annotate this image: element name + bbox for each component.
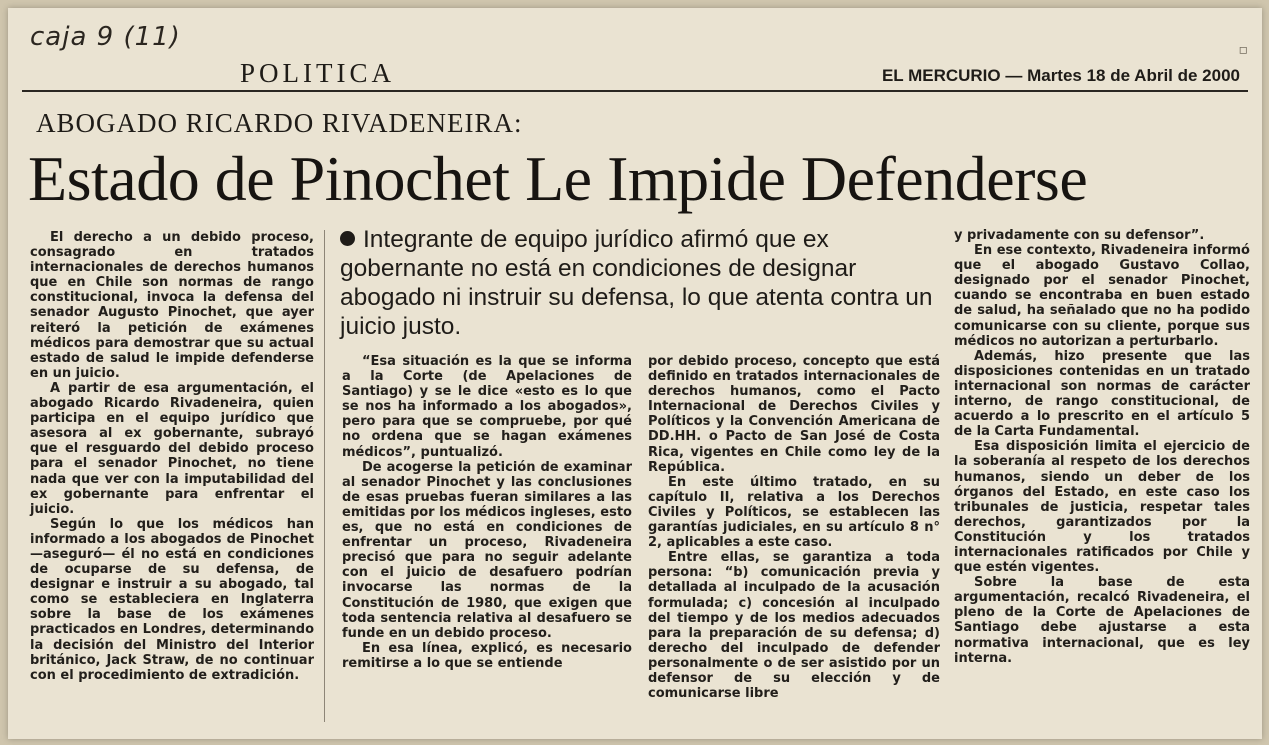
paragraph: De acogerse la petición de examinar al senador Pinochet y las conclusiones de esas pruebas fueran similares a las emitidas por los médicos ingleses, esto es, que no está en condiciones de enfrentar un proceso, Rivadeneira precisó que para no seguir adelante con el juicio de desafuero podrían invocarse las normas de la Constitución de 1980, que exigen que toda sentencia relativa al desafuero se funde en un debido proceso. (342, 459, 632, 641)
paragraph: Según lo que los médicos han informado a los abogados de Pinochet —aseguró— él no está en condiciones de ocuparse de su defensa, de designar e instruir a su abogado, tal como se estableciera en Inglaterra sobre la base de los exámenes practicados en Londres, determinando la decisión del Ministro del Interior británico, Jack Straw, de no continuar con el procedimiento de extradición. (30, 516, 314, 683)
handwritten-note: caja 9 (11) (30, 22, 181, 52)
paragraph: “Esa situación es la que se informa a la Corte (de Apelaciones de Santiago) y se le dice «esto es lo que se nos ha informado a los abogados», pero para que se compruebe, por qué no ordena que se hagan exámenes médicos”, puntualizó. (342, 354, 632, 460)
article-kicker: ABOGADO RICARDO RIVADENEIRA: (36, 108, 523, 138)
section-title: POLITICA (240, 58, 395, 88)
paragraph: y privadamente con su defensor”. (954, 228, 1205, 243)
article-column-1 (30, 230, 314, 683)
article-headline: Estado de Pinochet Le Impide Defenderse (28, 143, 1088, 214)
paragraph: El derecho a un debido proceso, consagrado en tratados internacionales de derechos humanos que en Chile son normas de rango constitucional, invoca la defensa del senador Augusto Pinochet, que ayer reiteró la petición de exámenes médicos para demostrar que su actual estado de salud le impide defenderse en un juicio. (30, 230, 314, 381)
header-rule (22, 90, 1248, 92)
paragraph: En ese contexto, Rivadeneira informó que el abogado Gustavo Collao, designado por el senador Pinochet, cuando se encontraba en buen estado de salud, ha señalado que no ha podido comunicarse con su cliente, porque sus médicos no autorizan a perturbarlo. (954, 243, 1250, 349)
paragraph: A partir de esa argumentación, el abogado Ricardo Rivadeneira, quien participa en el equipo jurídico que asesora al ex gobernante, subrayó que el resguardo del debido proceso para el senador Pinochet, no tiene nada que ver con la imputabilidad del ex gobernante para enfrentar el juicio. (30, 380, 314, 517)
paragraph: En este último tratado, en su capítulo II, relativa a los Derechos Civiles y Políticos, se establecen las garantías judiciales, en su artículo 8 n° 2, aplicables a este caso. (648, 474, 940, 551)
article-column-3 (648, 354, 940, 701)
bullet-icon (340, 231, 355, 246)
article-deck (340, 225, 940, 341)
paragraph: Entre ellas, se garantiza a toda persona: “b) comunicación previa y detallada al inculpado de la acusación formulada; c) concesión al inculpado del tiempo y de los medios adecuados para la preparación de su defensa; d) derecho del inculpado de defender personalmente o de ser asistido por un defensor de su elección y de comunicarse libre (648, 550, 940, 702)
paragraph: Además, hizo presente que las disposiciones contenidas en un tratado internacional son normas de carácter interno, de rango constitucional, de acuerdo a lo prescrito en el artículo 5 de la Carta Fundamental. (954, 348, 1250, 440)
newspaper-clipping (8, 8, 1262, 739)
column-divider (324, 230, 325, 722)
deck-text: Integrante de equipo jurídico afirmó que ex gobernante no está en condiciones de designar abogado ni instruir su defensa, lo que atenta contra un juicio justo. (340, 226, 933, 340)
paragraph: Esa disposición limita el ejercicio de la soberanía al respeto de los derechos humanos, siendo un deber de los órganos del Estado, en este caso los tribunales de justicia, respetar tales derechos, garantizados por la Constitución y los tratados internacionales ratificados por Chile y que estén vigentes. (954, 439, 1250, 576)
paragraph: Sobre la base de esta argumentación, recalcó Rivadeneira, el pleno de la Corte de Apelaciones de Santiago debe ajustarse a esta normativa internacional, que es ley interna. (954, 575, 1250, 666)
article-column-2 (342, 354, 632, 671)
paragraph: por debido proceso, concepto que está definido en tratados internacionales de derechos humanos, como el Pacto Internacional de Derechos Civiles y Políticos y la Convención Americana de DD.HH. o Pacto de San José de Costa Rica, vigentes en Chile como ley de la República. (648, 354, 940, 475)
article-column-4 (954, 228, 1250, 666)
newspaper-dateline: EL MERCURIO — Martes 18 de Abril de 2000 (881, 66, 1240, 85)
corner-mark: ▫ (1238, 42, 1248, 58)
paragraph: En esa línea, explicó, es necesario remitirse a lo que se entiende (342, 640, 632, 671)
